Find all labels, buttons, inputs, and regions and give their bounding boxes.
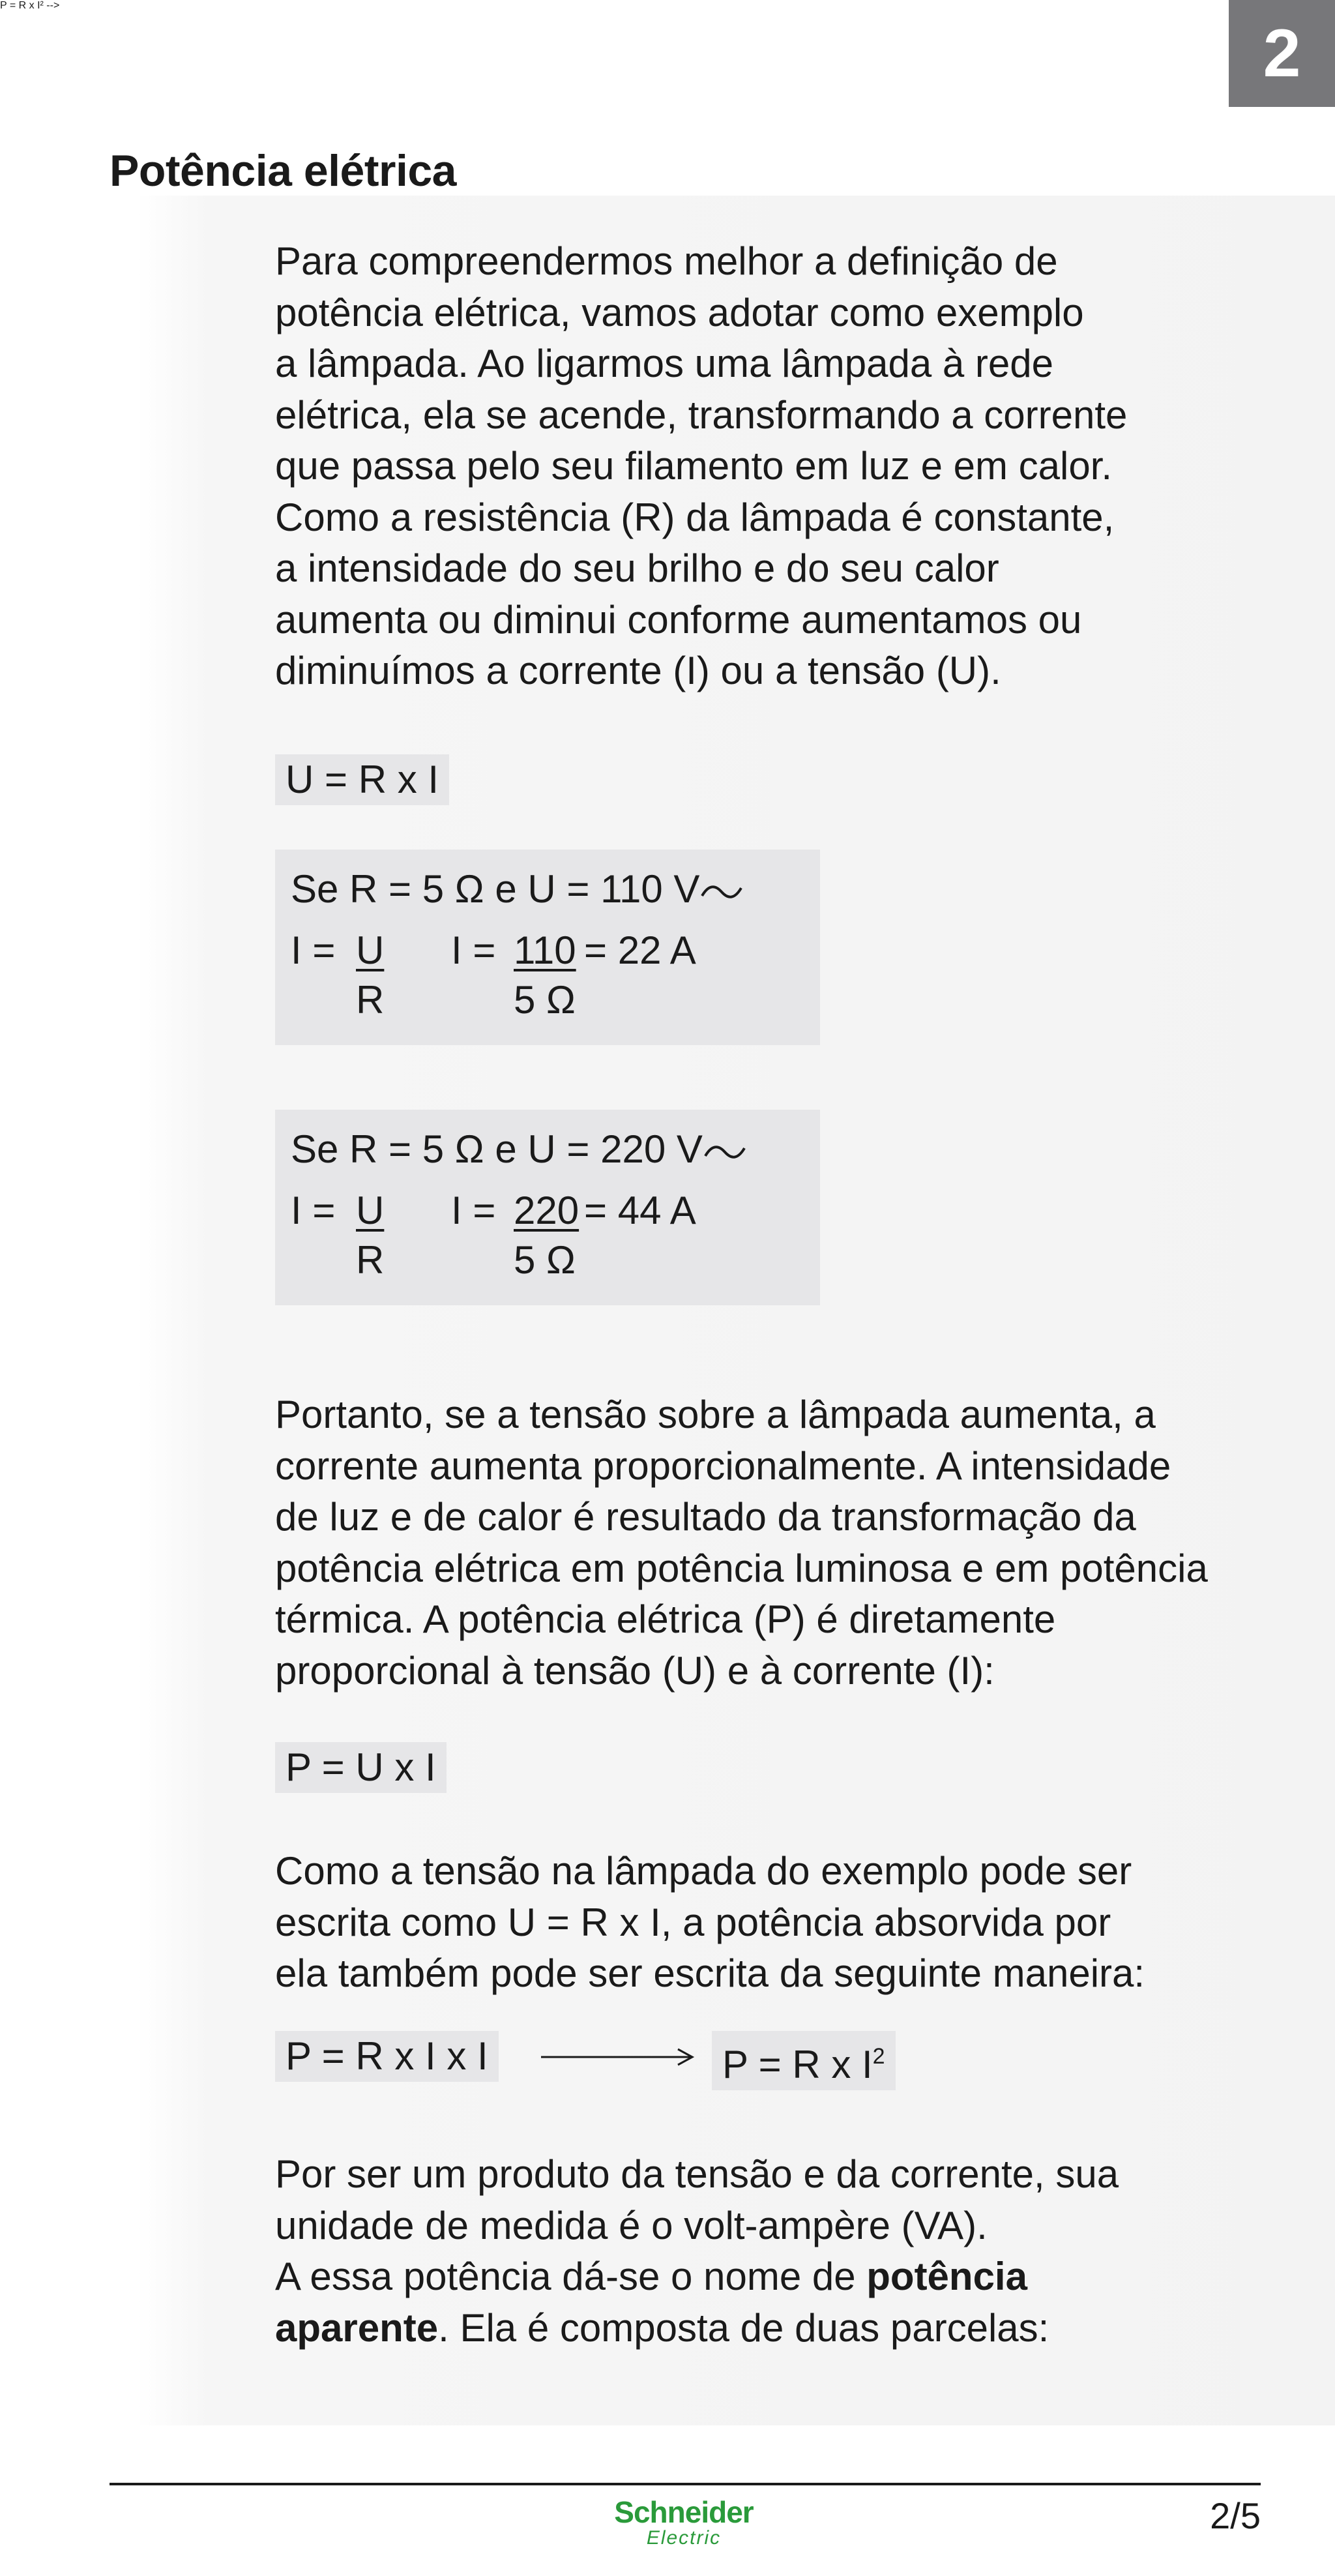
formula-ohm: U = R x I [275, 754, 449, 805]
apparent-power-paragraph [275, 2149, 1305, 2354]
text-line: corrente aumenta proporcionalmente. A intensidade [275, 1443, 1171, 1488]
calc-result: = 44 A [584, 1189, 696, 1232]
term-highlight: aparente [275, 2305, 439, 2350]
current-formula-denominator: R [356, 1238, 385, 1282]
ac-symbol-icon [704, 1139, 746, 1165]
text-line: Como a tensão na lâmpada do exemplo pode ser [275, 1849, 1132, 1893]
calc-label: I = [451, 1189, 496, 1232]
text-line: potência elétrica em potência luminosa e em potência [275, 1546, 1208, 1590]
text-line: que passa pelo seu filamento em luz e em calor. [275, 444, 1113, 488]
calc-numerator: 110 [514, 928, 576, 972]
text-line: Por ser um produto da tensão e da corrente, sua [275, 2152, 1119, 2196]
current-formula-numerator: U [356, 1189, 385, 1232]
text-line: a intensidade do seu brilho e do seu calor [275, 546, 999, 590]
text-line: escrita como U = R x I, a potência absorvida por [275, 1900, 1111, 1944]
formula-base: P = R x I [722, 2043, 873, 2086]
example-box-110v [275, 850, 820, 1045]
text-line: A essa potência dá-se o nome de potência [275, 2255, 1027, 2298]
chapter-tab: 2 [1229, 0, 1335, 107]
text-line: de luz e de calor é resultado da transformação da [275, 1495, 1136, 1539]
calc-denominator: 5 Ω [514, 978, 576, 1022]
text-line: proporcional à tensão (U) e à corrente (I): [275, 1648, 995, 1693]
text-line: aparente. Ela é composta de duas parcelas: [275, 2305, 1049, 2350]
example-box-220v [275, 1110, 820, 1305]
substitution-paragraph [275, 1846, 1305, 2000]
footer-divider [110, 2483, 1261, 2485]
text-line: Para compreendermos melhor a definição de [275, 239, 1058, 283]
text-line: a lâmpada. Ao ligarmos uma lâmpada à rede [275, 342, 1054, 385]
formula-r-i-squared [712, 2031, 896, 2090]
text-line: térmica. A potência elétrica (P) é diretamente [275, 1597, 1056, 1641]
calc-label: I = [451, 928, 496, 972]
power-paragraph [275, 1389, 1305, 1696]
text-line: ela também pode ser escrita da seguinte maneira: [275, 1951, 1145, 1995]
example-condition: Se R = 5 Ω e U = 220 V [291, 1127, 746, 1172]
current-formula-denominator: R [356, 978, 385, 1022]
text-line: unidade de medida é o volt-ampère (VA). [275, 2203, 988, 2247]
current-formula-numerator: U [356, 928, 385, 972]
text-line: Como a resistência (R) da lâmpada é constante, [275, 495, 1115, 539]
ac-symbol-icon [701, 879, 742, 905]
text-line: aumenta ou diminui conforme aumentamos ou [275, 597, 1082, 642]
schneider-electric-logo [609, 2497, 759, 2549]
example-condition: Se R = 5 Ω e U = 110 V [291, 866, 742, 911]
formula-r-i-i: P = R x I x I [275, 2031, 499, 2082]
term-highlight: potência [866, 2255, 1027, 2298]
brand-sub: Electric [646, 2527, 722, 2549]
intro-paragraph [275, 236, 1305, 697]
arrow-right-icon [541, 2041, 697, 2073]
calc-result: = 22 A [584, 928, 696, 972]
calc-denominator: 5 Ω [514, 1238, 576, 1282]
text-line: Portanto, se a tensão sobre a lâmpada aumenta, a [275, 1393, 1156, 1436]
text-line: diminuímos a corrente (I) ou a tensão (U). [275, 649, 1001, 692]
formula-power: P = U x I [275, 1742, 447, 1793]
formula-exponent: 2 [872, 2044, 885, 2069]
section-title: Potência elétrica [110, 146, 456, 196]
brand-name: Schneider [614, 2495, 754, 2529]
calc-numerator: 220 [514, 1189, 579, 1232]
current-formula-label: I = [291, 928, 336, 972]
page-number: 2/5 [1210, 2495, 1261, 2536]
text-line: potência elétrica, vamos adotar como exemplo [275, 290, 1084, 334]
current-formula-label: I = [291, 1189, 336, 1232]
text-line: elétrica, ela se acende, transformando a corrente [275, 392, 1128, 437]
